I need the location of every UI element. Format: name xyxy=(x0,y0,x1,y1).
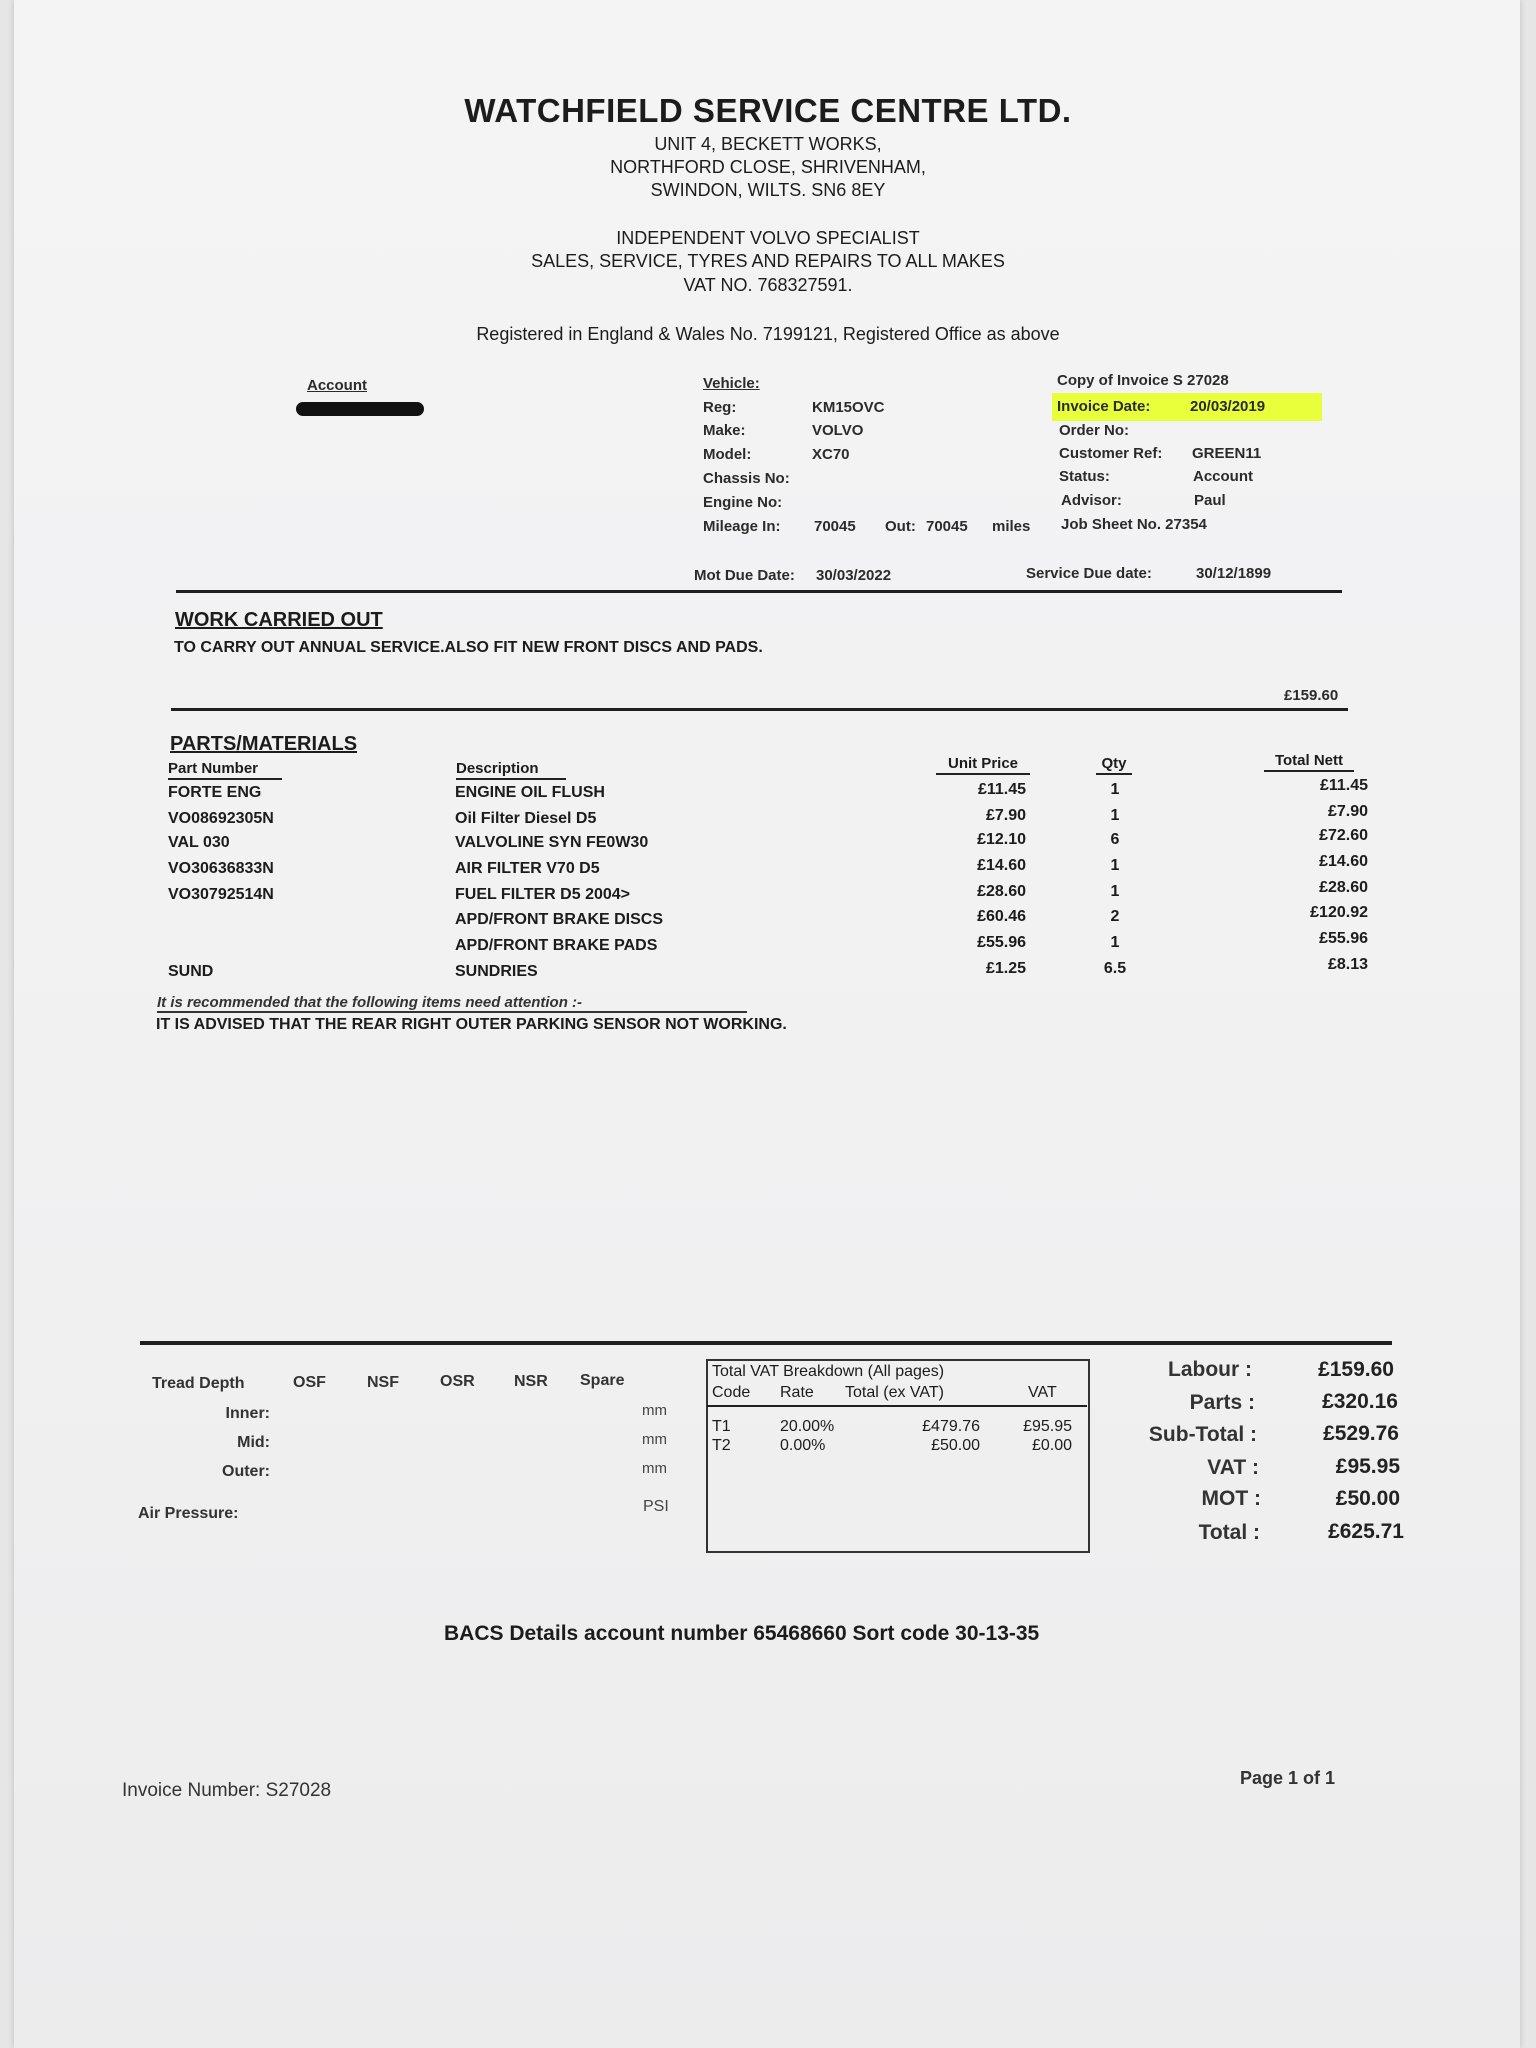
tyre-nsr: NSR xyxy=(514,1373,548,1390)
vat-row2-total: £50.00 xyxy=(931,1437,980,1454)
tyre-nsf: NSF xyxy=(367,1374,399,1391)
cell-total-nett: £14.60 xyxy=(1319,853,1368,870)
cell-total-nett: £8.13 xyxy=(1327,956,1368,973)
cell-unit-price: £14.60 xyxy=(977,857,1026,874)
col-description: Description xyxy=(456,760,566,780)
model-value: XC70 xyxy=(812,446,850,463)
vat-value: £95.95 xyxy=(1335,1455,1400,1478)
invoice-number-footer: Invoice Number: S27028 xyxy=(122,1780,332,1801)
cell-qty: 6.5 xyxy=(1103,960,1127,977)
make-label: Make: xyxy=(703,422,746,439)
cell-part-number: VO30792514N xyxy=(168,886,274,903)
page-number: Page 1 of 1 xyxy=(1240,1768,1336,1788)
cell-qty: 1 xyxy=(1110,934,1120,951)
work-description: TO CARRY OUT ANNUAL SERVICE.ALSO FIT NEW FRONT DISCS AND PADS. xyxy=(174,639,763,656)
tread-outer-label: Outer: xyxy=(222,1463,270,1480)
make-value: VOLVO xyxy=(812,422,864,439)
cell-description: APD/FRONT BRAKE DISCS xyxy=(455,911,664,928)
col-part-number: Part Number xyxy=(168,760,282,780)
address-line-3: SWINDON, WILTS. SN6 8EY xyxy=(650,180,886,200)
status-label: Status: xyxy=(1059,468,1110,485)
cell-qty: 1 xyxy=(1110,781,1120,798)
vat-row2-rate: 0.00% xyxy=(780,1437,826,1454)
invoice-date-label: Invoice Date: xyxy=(1057,398,1151,415)
divider-rule-2 xyxy=(171,708,1348,711)
cell-total-nett: £7.90 xyxy=(1327,803,1368,820)
account-label: Account xyxy=(307,377,367,394)
vat-row2-code: T2 xyxy=(712,1437,731,1454)
vat-breakdown-title: Total VAT Breakdown (All pages) xyxy=(712,1363,945,1380)
cell-description: FUEL FILTER D5 2004> xyxy=(455,886,631,903)
cell-unit-price: £11.45 xyxy=(977,781,1026,798)
copy-of-invoice: Copy of Invoice S 27028 xyxy=(1057,372,1229,389)
tread-inner-label: Inner: xyxy=(225,1405,270,1422)
cell-description: VALVOLINE SYN FE0W30 xyxy=(455,834,649,851)
status-value: Account xyxy=(1193,468,1253,485)
cell-unit-price: £60.46 xyxy=(977,908,1026,925)
tyre-spare: Spare xyxy=(580,1372,625,1389)
tread-mid-label: Mid: xyxy=(237,1434,270,1451)
cell-qty: 1 xyxy=(1110,857,1120,874)
vat-header-rule xyxy=(707,1405,1087,1407)
cell-part-number: SUND xyxy=(168,963,214,980)
vat-col-total: Total (ex VAT) xyxy=(845,1384,944,1401)
labour-amount: £159.60 xyxy=(1284,687,1339,704)
cell-part-number: FORTE ENG xyxy=(168,784,262,801)
cell-part-number: VO30636833N xyxy=(168,860,274,877)
vat-row1-code: T1 xyxy=(712,1418,731,1435)
divider-rule-1 xyxy=(176,590,1342,593)
unit-mm-inner: mm xyxy=(642,1402,667,1419)
tagline-line-2: SALES, SERVICE, TYRES AND REPAIRS TO ALL MAKES xyxy=(531,251,1005,271)
cell-total-nett: £120.92 xyxy=(1310,904,1368,921)
order-no-label: Order No: xyxy=(1059,422,1130,439)
tread-depth-title: Tread Depth xyxy=(152,1375,245,1392)
col-qty: Qty xyxy=(1096,755,1132,775)
unit-mm-mid: mm xyxy=(642,1431,667,1448)
mot-due-label: Mot Due Date: xyxy=(694,567,795,584)
customer-ref-label: Customer Ref: xyxy=(1059,445,1163,462)
vat-row1-vat: £95.95 xyxy=(1023,1418,1072,1435)
cell-qty: 6 xyxy=(1110,831,1120,848)
address-line-1: UNIT 4, BECKETT WORKS, xyxy=(654,134,882,154)
total-label: Total : xyxy=(1198,1521,1260,1544)
cell-description: ENGINE OIL FLUSH xyxy=(455,784,605,801)
reg-label: Reg: xyxy=(703,399,737,416)
vat-label: VAT : xyxy=(1207,1456,1259,1479)
mot-label: MOT : xyxy=(1201,1487,1261,1510)
cell-total-nett: £28.60 xyxy=(1319,879,1368,896)
air-pressure-label: Air Pressure: xyxy=(138,1505,239,1522)
vat-col-rate: Rate xyxy=(780,1384,814,1401)
advisory-note: IT IS ADVISED THAT THE REAR RIGHT OUTER PARKING SENSOR NOT WORKING. xyxy=(156,1016,787,1033)
cell-qty: 1 xyxy=(1110,883,1120,900)
divider-rule-3 xyxy=(140,1341,1392,1345)
cell-unit-price: £12.10 xyxy=(977,831,1026,848)
redacted-account-name xyxy=(296,402,424,416)
service-due-label: Service Due date: xyxy=(1026,565,1152,582)
mileage-out-value: 70045 xyxy=(926,518,968,535)
subtotal-label: Sub-Total : xyxy=(1148,1423,1257,1446)
total-parts-label: Parts : xyxy=(1189,1391,1255,1414)
cell-unit-price: £7.90 xyxy=(985,807,1026,824)
cell-part-number: VAL 030 xyxy=(168,834,230,851)
cell-total-nett: £72.60 xyxy=(1319,827,1368,844)
chassis-label: Chassis No: xyxy=(703,470,790,487)
cell-description: APD/FRONT BRAKE PADS xyxy=(455,937,658,954)
cell-qty: 2 xyxy=(1110,908,1120,925)
vat-row1-rate: 20.00% xyxy=(780,1418,835,1435)
cell-description: AIR FILTER V70 D5 xyxy=(455,860,600,877)
mot-value: £50.00 xyxy=(1335,1487,1400,1510)
cell-unit-price: £55.96 xyxy=(977,934,1026,951)
cell-total-nett: £11.45 xyxy=(1319,777,1368,794)
tagline-line-1: INDEPENDENT VOLVO SPECIALIST xyxy=(616,228,920,248)
parts-heading: PARTS/MATERIALS xyxy=(170,733,358,755)
recommend-label: It is recommended that the following items need attention :- xyxy=(157,994,747,1013)
col-unit-price: Unit Price xyxy=(936,755,1030,775)
advisor-label: Advisor: xyxy=(1061,492,1122,509)
mileage-in-value: 70045 xyxy=(814,518,856,535)
vehicle-heading: Vehicle: xyxy=(703,375,760,392)
bacs-details: BACS Details account number 65468660 Sort code 30-13-35 xyxy=(444,1622,1040,1645)
cell-description: SUNDRIES xyxy=(455,963,538,980)
cell-unit-price: £28.60 xyxy=(977,883,1026,900)
tyre-osf: OSF xyxy=(293,1374,326,1391)
vat-row2-vat: £0.00 xyxy=(1031,1437,1072,1454)
unit-mm-outer: mm xyxy=(642,1460,667,1477)
vat-number: VAT NO. 768327591. xyxy=(683,275,853,295)
mileage-unit: miles xyxy=(992,518,1031,535)
service-due-value: 30/12/1899 xyxy=(1196,565,1272,582)
mot-due-value: 30/03/2022 xyxy=(816,567,892,584)
vat-col-code: Code xyxy=(712,1384,751,1401)
vat-col-vat: VAT xyxy=(1028,1384,1057,1401)
advisor-value: Paul xyxy=(1194,492,1226,509)
registered-office: Registered in England & Wales No. 7199121, Registered Office as above xyxy=(476,324,1060,344)
mileage-in-label: Mileage In: xyxy=(703,518,781,535)
cell-total-nett: £55.96 xyxy=(1319,930,1368,947)
company-name: WATCHFIELD SERVICE CENTRE LTD. xyxy=(464,92,1072,129)
subtotal-value: £529.76 xyxy=(1323,1422,1399,1445)
customer-ref-value: GREEN11 xyxy=(1192,445,1262,462)
total-labour-value: £159.60 xyxy=(1318,1358,1394,1381)
total-value: £625.71 xyxy=(1328,1520,1404,1543)
mileage-out-label: Out: xyxy=(885,518,916,535)
invoice-date-value: 20/03/2019 xyxy=(1190,398,1266,415)
unit-psi: PSI xyxy=(643,1498,669,1515)
model-label: Model: xyxy=(703,446,752,463)
reg-value: KM15OVC xyxy=(812,399,885,416)
cell-qty: 1 xyxy=(1110,807,1120,824)
tyre-osr: OSR xyxy=(440,1373,475,1390)
work-heading: WORK CARRIED OUT xyxy=(175,609,383,631)
col-total-nett: Total Nett xyxy=(1264,752,1354,772)
cell-description: Oil Filter Diesel D5 xyxy=(455,810,597,827)
vat-row1-total: £479.76 xyxy=(922,1418,980,1435)
total-labour-label: Labour : xyxy=(1168,1358,1252,1381)
cell-unit-price: £1.25 xyxy=(985,960,1026,977)
total-parts-value: £320.16 xyxy=(1322,1390,1398,1413)
engine-label: Engine No: xyxy=(703,494,783,511)
cell-part-number: VO08692305N xyxy=(168,810,274,827)
job-sheet-number: Job Sheet No. 27354 xyxy=(1061,516,1207,533)
address-line-2: NORTHFORD CLOSE, SHRIVENHAM, xyxy=(610,157,926,177)
